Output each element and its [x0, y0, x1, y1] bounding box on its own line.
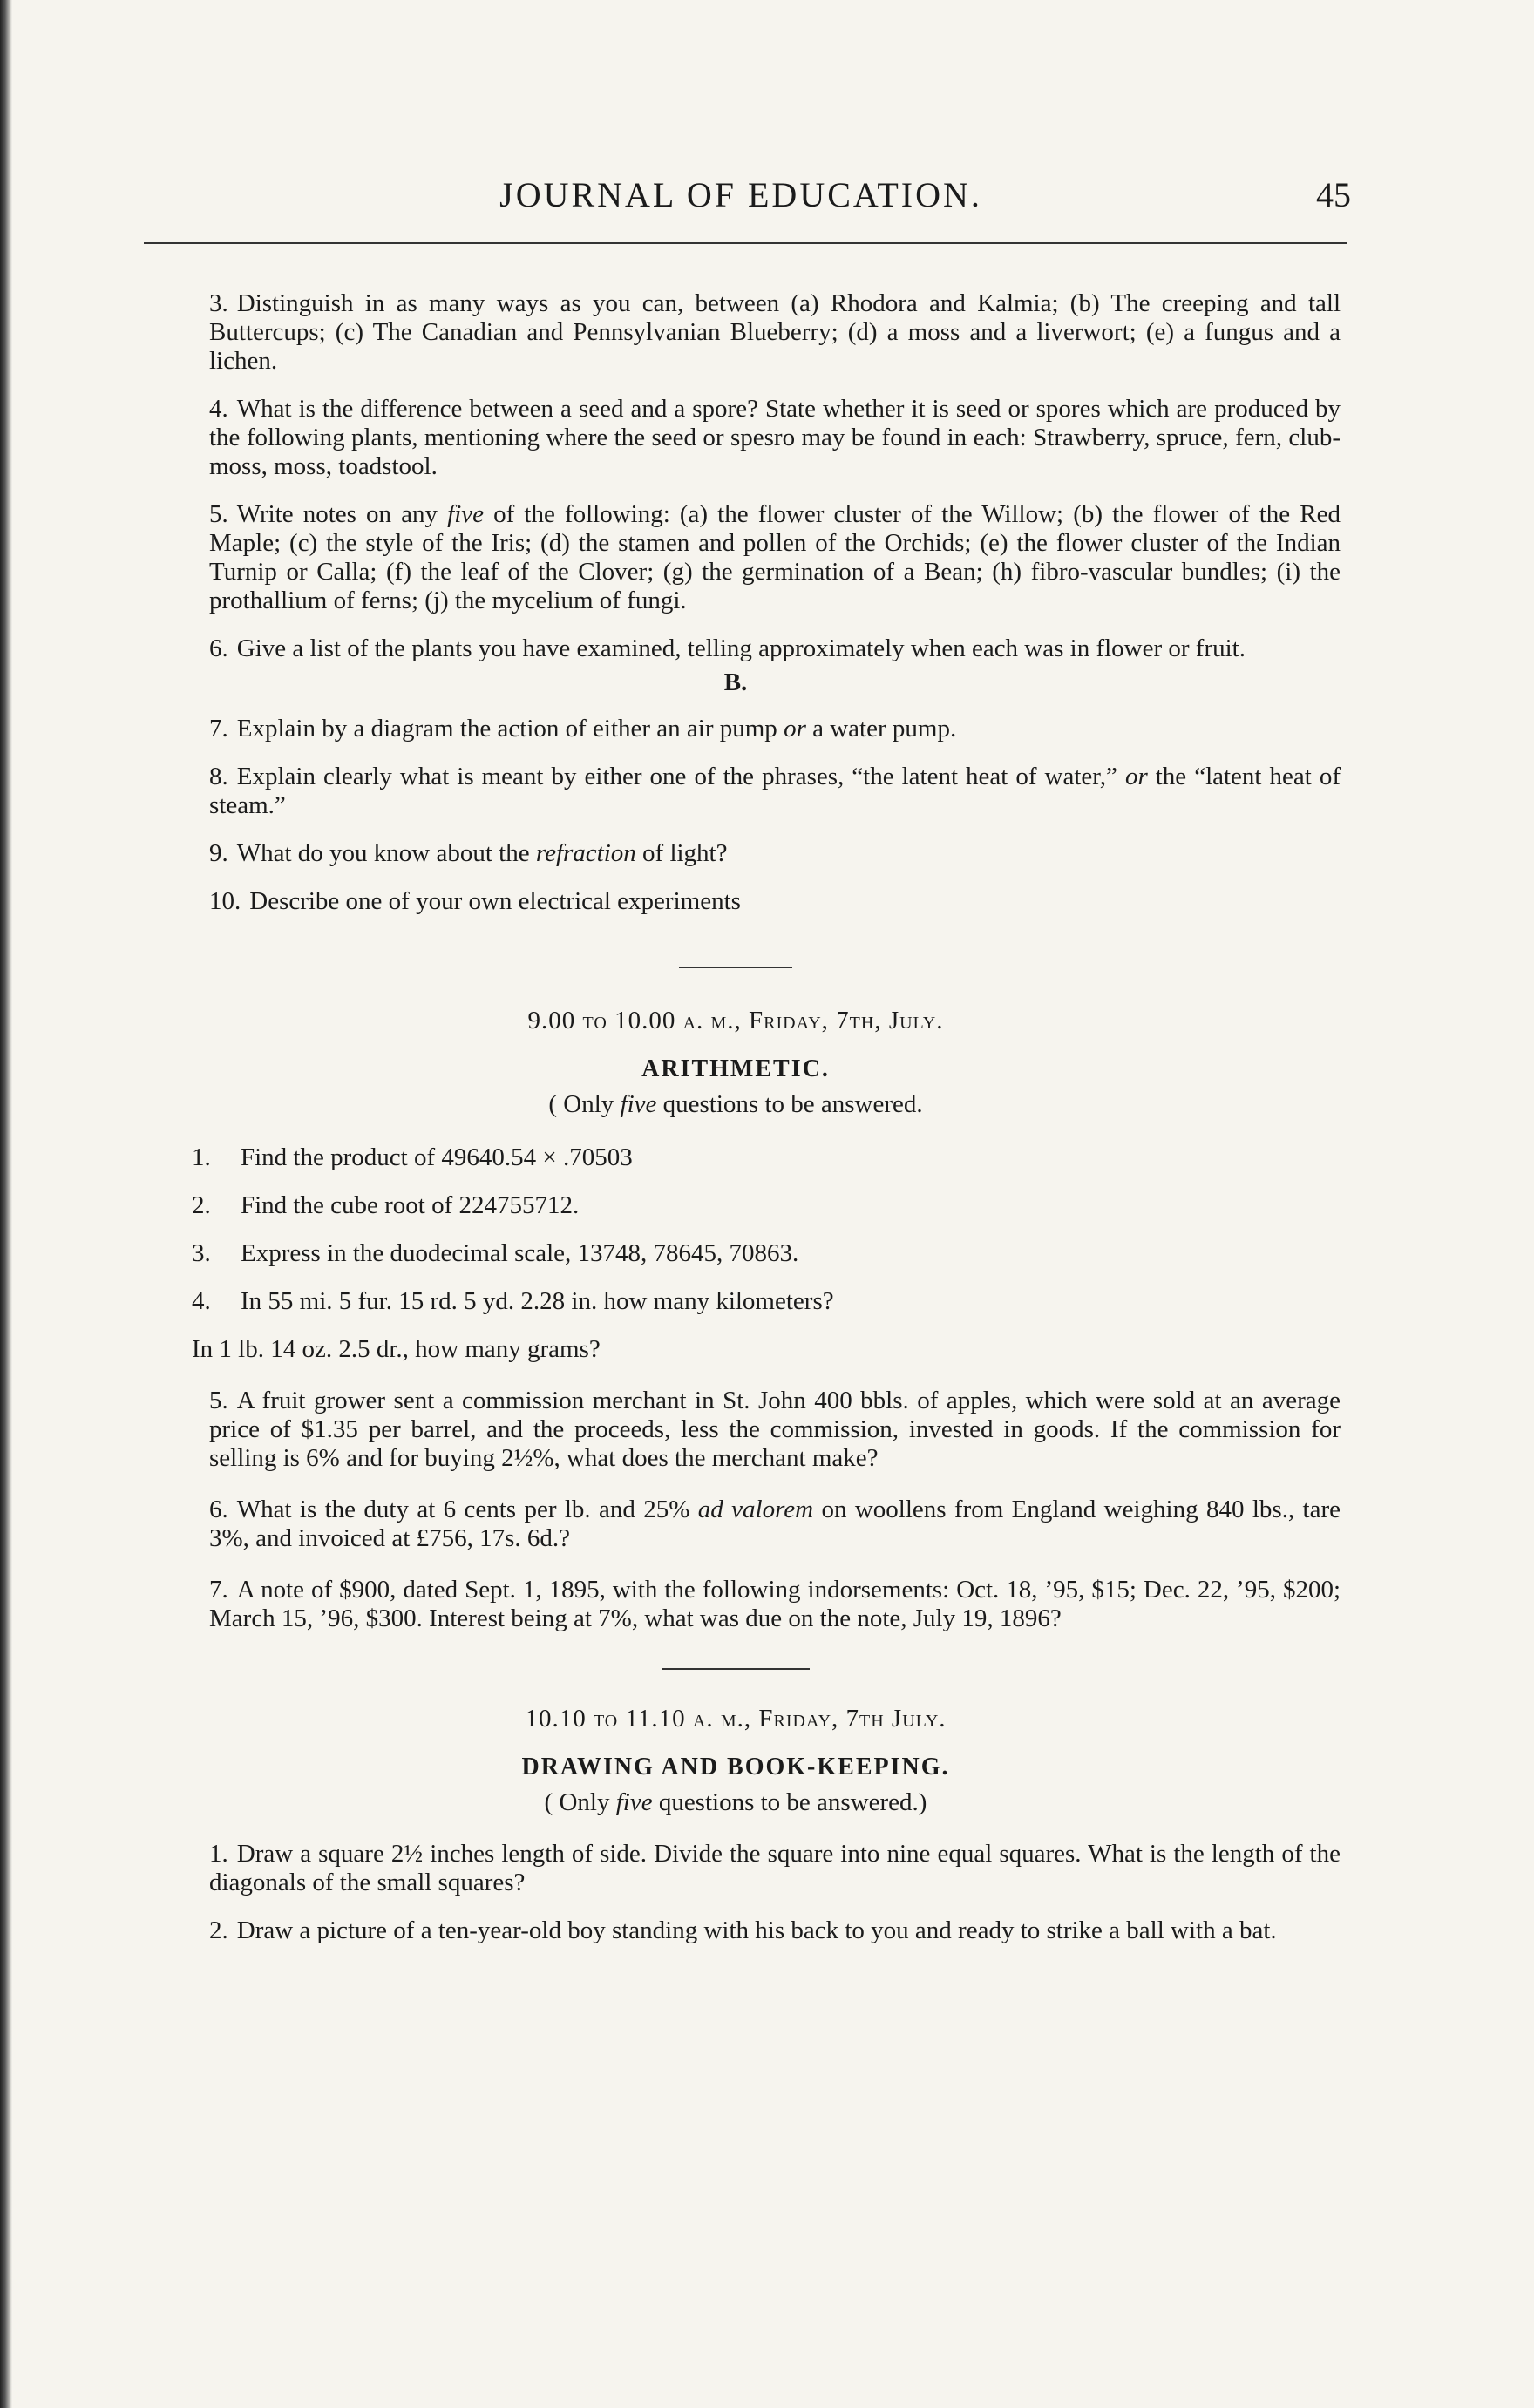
arithmetic-question-3 [131, 1239, 1341, 1268]
question-number: 2. [209, 1916, 228, 1944]
drawing-question-2 [131, 1916, 1341, 1945]
instructions-emphasis: five [615, 1788, 653, 1816]
question-number: 5. [209, 1387, 228, 1414]
question-text: A note of $900, dated Sept. 1, 1895, with the following indorsements: Oct. 18, ’95, $15; Dec. 22, ’95, $200; March 15, ’96, $300. Interest being at 7%, what was due on the note, July 19, 1896? [209, 1576, 1341, 1632]
question-emphasis: refraction [535, 839, 636, 867]
section-divider [662, 1668, 810, 1670]
instructions-start: ( Only [548, 1090, 621, 1118]
section-b-heading: B. [723, 668, 748, 696]
question-number: 3. [192, 1239, 211, 1267]
question-number: 5. [209, 500, 228, 528]
question-emphasis: five [447, 500, 484, 528]
question-text-start: What is the duty at 6 cents per lb. and 25% [236, 1496, 698, 1523]
arithmetic-question-7 [131, 1576, 1341, 1633]
arithmetic-question-6 [131, 1496, 1341, 1553]
question-text-end: the “latent heat of steam.” [209, 763, 1341, 819]
instructions-emphasis: five [620, 1090, 657, 1118]
arithmetic-question-1 [131, 1143, 1341, 1172]
arithmetic-time: 9.00 to 10.00 a. m., Friday, 7th, July. [527, 1007, 944, 1034]
question-text: A fruit grower sent a commission merchant in St. John 400 bbls. of apples, which were sold at an average price of $1.35 per barrel, and the proceeds, less the commission, invested in goods. If the commission for selling is 6% and for buying 2½%, what does the merchant make? [209, 1387, 1341, 1472]
section-divider [679, 967, 792, 968]
instructions-end: questions to be answered.) [652, 1788, 927, 1816]
question-number: 8. [209, 763, 228, 790]
question-text: In 55 mi. 5 fur. 15 rd. 5 yd. 2.28 in. how many kilometers? [241, 1287, 834, 1315]
question-text: Find the cube root of 224755712. [241, 1191, 580, 1219]
arithmetic-question-2 [131, 1191, 1341, 1220]
question-number: 10. [209, 887, 241, 915]
question-number: 7. [209, 1576, 228, 1604]
arithmetic-instructions [131, 1090, 1341, 1119]
question-number: 2. [192, 1191, 211, 1219]
header-rule [144, 242, 1347, 244]
question-4 [131, 395, 1341, 481]
instructions-start: ( Only [544, 1788, 616, 1816]
question-emphasis: ad valorem [697, 1496, 814, 1523]
question-text: Describe one of your own electrical experiments [249, 887, 741, 915]
question-text-end: of light? [635, 839, 728, 867]
question-text-end: a water pump. [805, 715, 957, 743]
question-6 [131, 634, 1341, 663]
drawing-instructions [131, 1788, 1341, 1817]
question-text: What is the difference between a seed and a spore? State whether it is seed or spores which are produced by the following plants, mentioning where the seed or spesro may be found in each: Strawberry, spruce, fern, club-moss, moss, toadstool. [209, 395, 1341, 480]
arithmetic-question-4 [131, 1287, 1341, 1316]
question-number: 1. [209, 1840, 228, 1868]
question-9 [131, 839, 1341, 868]
question-number: 9. [209, 839, 228, 867]
journal-title: JOURNAL OF EDUCATION. [499, 175, 982, 214]
question-number: 3. [209, 289, 228, 317]
question-text-start: What do you know about the [236, 839, 536, 867]
instructions-end: questions to be answered. [656, 1090, 923, 1118]
question-number: 6. [209, 634, 228, 662]
page-content [131, 279, 1341, 1945]
question-text-end: on woollens from England weighing 840 lbs., tare 3%, and invoiced at £756, 17s. 6d.? [209, 1496, 1341, 1552]
question-text: Draw a picture of a ten-year-old boy standing with his back to you and ready to strike a ball with a bat. [236, 1916, 1277, 1944]
question-number: 6. [209, 1496, 228, 1523]
question-emphasis: or [784, 715, 806, 743]
question-text-start: Explain by a diagram the action of either an air pump [236, 715, 784, 743]
question-text-end: of the following: (a) the flower cluster of the Willow; (b) the flower of the Red Maple; (c) the style of the Iris; (d) the stamen and pollen of the Orchids; (e) the flower cluster of the Indian Turnip or Calla; (f) the leaf of the Clover; (g) the germination of a Bean; (h) fibro-vascular bundles; (i) the prothallium of ferns; (j) the mycelium of fungi. [209, 500, 1341, 614]
question-text-start: Explain clearly what is meant by either one of the phrases, “the latent heat of water,” [236, 763, 1125, 790]
question-7 [131, 715, 1341, 743]
question-number: 1. [192, 1143, 211, 1171]
drawing-title: DRAWING AND BOOK-KEEPING. [521, 1753, 950, 1781]
arithmetic-question-4-part-2: In 1 lb. 14 oz. 2.5 dr., how many grams? [192, 1335, 601, 1363]
question-text: Express in the duodecimal scale, 13748, 78645, 70863. [241, 1239, 799, 1267]
question-emphasis: or [1124, 763, 1148, 790]
question-3 [131, 289, 1341, 376]
question-10 [131, 887, 1341, 916]
question-number: 4. [209, 395, 228, 423]
arithmetic-title: ARITHMETIC. [641, 1055, 830, 1082]
page-number: 45 [1316, 175, 1351, 214]
question-text: Draw a square 2½ inches length of side. Divide the square into nine equal squares. What is the length of the diagonals of the small squares? [209, 1840, 1341, 1896]
drawing-time: 10.10 to 11.10 a. m., Friday, 7th July. [525, 1705, 947, 1733]
question-text: Find the product of 49640.54 × .70503 [241, 1143, 633, 1171]
page-header [131, 174, 1351, 227]
question-8 [131, 763, 1341, 820]
question-text-start: Write notes on any [236, 500, 448, 528]
arithmetic-question-5 [131, 1387, 1341, 1473]
question-text: Distinguish in as many ways as you can, between (a) Rhodora and Kalmia; (b) The creeping and tall Buttercups; (c) The Canadian and Pennsylvanian Blueberry; (d) a moss and a liverwort; (e) a fungus and a lichen. [209, 289, 1341, 375]
question-number: 4. [192, 1287, 211, 1315]
question-text: Give a list of the plants you have examined, telling approximately when each was in flower or fruit. [236, 634, 1246, 662]
drawing-question-1 [131, 1840, 1341, 1897]
question-number: 7. [209, 715, 228, 743]
question-5 [131, 500, 1341, 615]
